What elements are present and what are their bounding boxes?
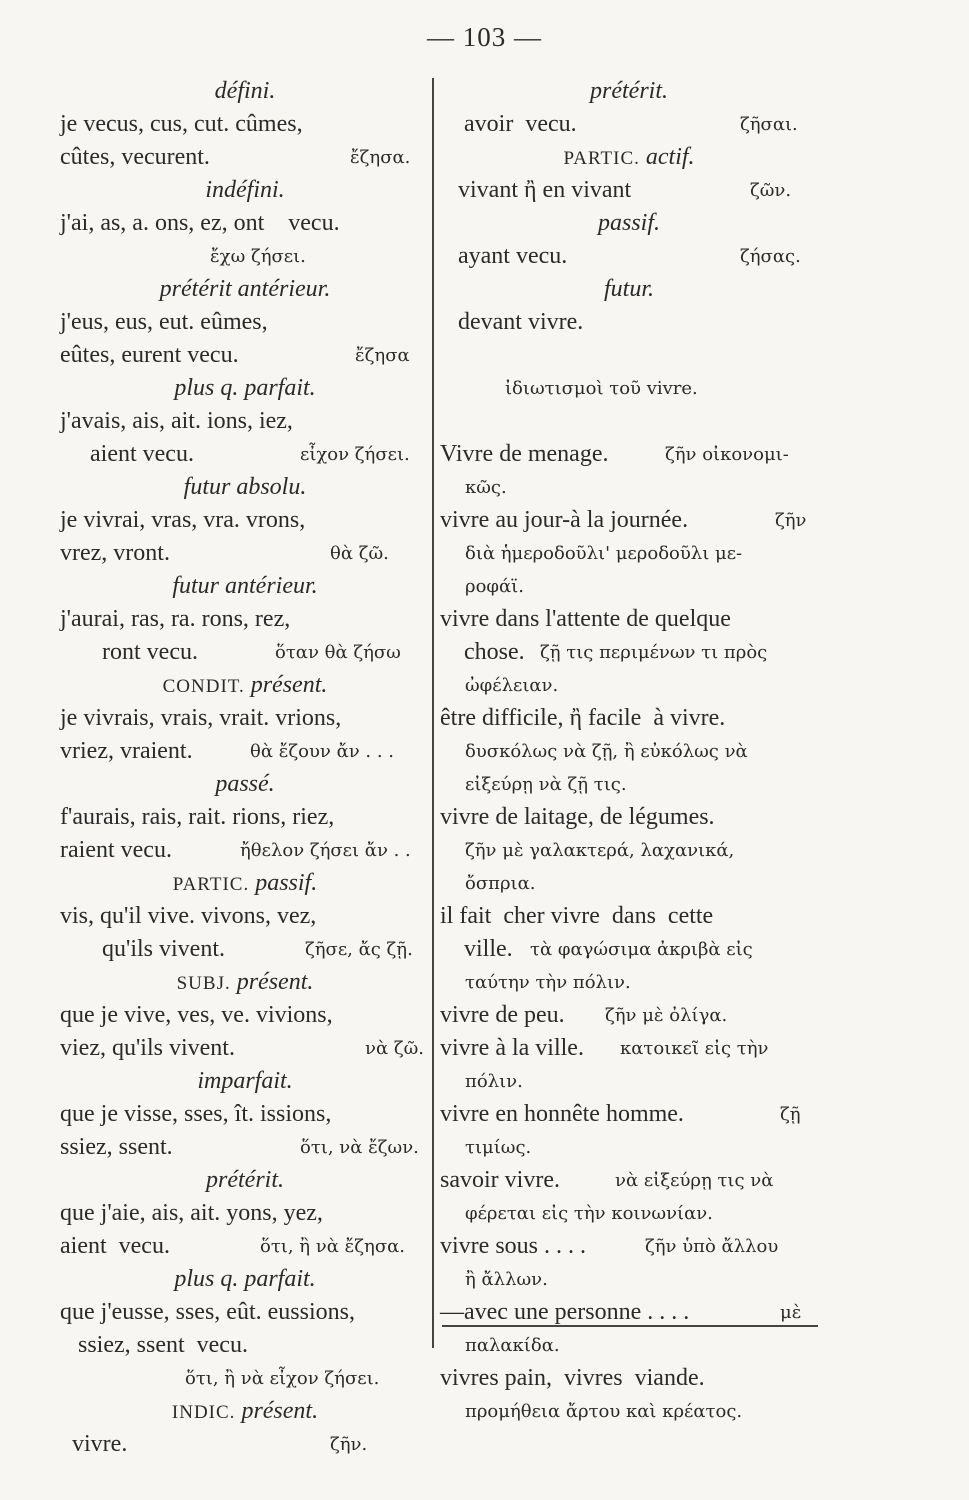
right-line: [440, 867, 818, 900]
french-text: vivre sous . . . .: [440, 1233, 586, 1259]
french-text: Vivre de menage.: [440, 441, 609, 467]
right-line: [440, 1065, 818, 1098]
right-line: [440, 669, 818, 702]
right-line: [440, 405, 818, 438]
left-line: [60, 1098, 430, 1131]
left-line: [60, 240, 430, 273]
left-line: [60, 471, 430, 504]
greek-text: ἤθελον ζήσει ἄν . .: [240, 840, 411, 861]
tense-heading: défini.: [214, 78, 276, 104]
mood-label: PARTIC.: [563, 148, 640, 169]
left-line: [60, 108, 430, 141]
left-line: [60, 900, 430, 933]
french-text: que j'aie, ais, ait. yons, yez,: [60, 1200, 323, 1226]
french-text: ayant vecu.: [440, 243, 568, 269]
right-line: [440, 75, 818, 108]
greek-text: κατοικεῖ εἰς τὴν: [620, 1038, 769, 1059]
right-line: [440, 108, 818, 141]
left-line: [60, 1131, 430, 1164]
left-line: [60, 504, 430, 537]
right-line: [440, 1098, 818, 1131]
right-line: [440, 372, 818, 405]
greek-text: δυσκόλως νὰ ζῇ, ἢ εὐκόλως νὰ: [465, 741, 748, 762]
french-text: devant vivre.: [440, 309, 584, 335]
mood-label: PARTIC.: [172, 874, 250, 895]
left-line: [60, 306, 430, 339]
greek-text: ὅταν θὰ ζήσω: [275, 642, 401, 663]
right-line: [440, 471, 818, 504]
greek-text: ζῶν.: [750, 180, 792, 201]
mood-heading: [440, 141, 818, 175]
greek-text: φέρεται εἰς τὴν κοινωνίαν.: [465, 1203, 713, 1224]
tense-heading: futur absolu.: [183, 474, 307, 500]
left-line: [60, 966, 430, 999]
french-text: aient vecu.: [60, 441, 194, 467]
right-column: [440, 75, 818, 1422]
right-line: [440, 1362, 818, 1395]
greek-text: μὲ: [780, 1302, 802, 1323]
greek-text: τὰ φαγώσιμα ἀκριβὰ εἰς: [530, 939, 753, 960]
left-line: [60, 1296, 430, 1329]
greek-text: ζῆσαι.: [740, 114, 798, 135]
right-line: [440, 801, 818, 834]
left-line: [60, 1362, 430, 1395]
tense-heading: prétérit.: [590, 78, 668, 104]
left-line: [60, 768, 430, 801]
left-line: [60, 834, 430, 867]
greek-text: ταύτην τὴν πόλιν.: [465, 972, 631, 993]
left-line: [60, 1428, 430, 1461]
french-text: il fait cher vivre dans cette: [440, 903, 714, 929]
left-line: [60, 999, 430, 1032]
right-line: [440, 603, 818, 636]
tense-label: actif.: [639, 144, 695, 170]
greek-text: νὰ εἰξεύρῃ τις νὰ: [615, 1170, 774, 1191]
tense-heading: prétérit.: [206, 1167, 284, 1193]
right-line: [440, 1032, 818, 1065]
greek-text: ζῆν.: [330, 1434, 368, 1455]
greek-text: ἢ ἄλλων.: [465, 1269, 548, 1290]
greek-text: θὰ ἔζουν ἄν . . .: [250, 741, 394, 762]
greek-text: ζῆν μὲ γαλακτερά, λαχανικά,: [465, 840, 735, 861]
left-line: [60, 141, 430, 174]
french-text: ssiez, ssent vecu.: [60, 1332, 248, 1358]
right-line: [440, 1230, 818, 1263]
page-number: — 103 —: [427, 22, 542, 52]
left-line: [60, 438, 430, 471]
right-line: [440, 537, 818, 570]
left-line: [60, 1065, 430, 1098]
tense-heading: futur antérieur.: [172, 573, 318, 599]
french-text: ssiez, ssent.: [60, 1134, 173, 1160]
right-line: [440, 1395, 818, 1428]
column-divider: [432, 78, 434, 1348]
bottom-rule: [442, 1325, 818, 1327]
left-line: [60, 867, 430, 900]
greek-text: ἔχω ζήσει.: [210, 246, 306, 267]
french-text: —avec une personne . . . .: [440, 1299, 690, 1325]
greek-text: ἰδιωτισμοὶ τοῦ vivre.: [505, 378, 698, 399]
right-line: [440, 339, 818, 372]
left-line: [60, 1263, 430, 1296]
right-line: [440, 735, 818, 768]
greek-text: θὰ ζῶ.: [330, 543, 389, 564]
french-text: j'aurai, ras, ra. rons, rez,: [60, 606, 291, 632]
french-text: vis, qu'il vive. vivons, vez,: [60, 903, 317, 929]
mood-heading: [60, 867, 430, 901]
french-text: vivre en honnête homme.: [440, 1101, 684, 1127]
right-line: [440, 240, 818, 273]
tense-label: présent.: [244, 672, 328, 698]
french-text: j'avais, ais, ait. ions, iez,: [60, 408, 293, 434]
left-line: [60, 1329, 430, 1362]
left-line: [60, 75, 430, 108]
left-column: [60, 75, 430, 1457]
greek-text: ζῆν: [775, 510, 807, 531]
mood-label: SUBJ.: [176, 973, 231, 994]
right-line: [440, 900, 818, 933]
greek-text: ζῆν ὑπὸ ἄλλου: [645, 1236, 779, 1257]
left-line: [60, 702, 430, 735]
greek-text: διὰ ἡμεροδοῦλι' μεροδοῦλι με-: [465, 543, 743, 564]
french-text: eûtes, eurent vecu.: [60, 342, 239, 368]
mood-heading: [60, 669, 430, 703]
left-line: [60, 537, 430, 570]
tense-heading: passif.: [597, 210, 660, 236]
french-text: vivres pain, vivres viande.: [440, 1365, 705, 1391]
tense-heading: indéfini.: [205, 177, 285, 203]
left-line: [60, 273, 430, 306]
french-text: vriez, vraient.: [60, 738, 193, 764]
french-text: que je visse, sses, ît. issions,: [60, 1101, 332, 1127]
greek-text: παλακίδα.: [465, 1335, 560, 1356]
french-text: que je vive, ves, ve. vivions,: [60, 1002, 333, 1028]
greek-text: τιμίως.: [465, 1137, 532, 1158]
greek-text: ζῆν οἰκονομι-: [665, 444, 789, 465]
left-line: [60, 735, 430, 768]
french-text: vivre.: [60, 1431, 128, 1457]
right-line: [440, 438, 818, 471]
greek-text: ροφάϊ.: [465, 576, 524, 597]
french-text: vivre à la ville.: [440, 1035, 584, 1061]
french-text: cûtes, vecurent.: [60, 144, 210, 170]
right-line: [440, 1131, 818, 1164]
left-line: [60, 339, 430, 372]
greek-text: ζῆσε, ἄς ζῇ.: [305, 939, 413, 960]
right-line: [440, 306, 818, 339]
right-line: [440, 999, 818, 1032]
left-line: [60, 1230, 430, 1263]
greek-text: εἰξεύρῃ νὰ ζῇ τις.: [465, 774, 627, 795]
french-text: je vivrai, vras, vra. vrons,: [60, 507, 306, 533]
left-line: [60, 207, 430, 240]
tense-label: présent.: [230, 969, 314, 995]
french-text: vivre au jour-à la journée.: [440, 507, 689, 533]
french-text: être difficile, ἢ facile à vivre.: [440, 705, 726, 731]
left-line: [60, 636, 430, 669]
greek-text: ὅτι, ἢ νὰ ἔζησα.: [260, 1236, 405, 1257]
french-text: je vecus, cus, cut. cûmes,: [60, 111, 303, 137]
mood-label: INDIC.: [171, 1402, 236, 1423]
left-line: [60, 1032, 430, 1065]
left-line: [60, 174, 430, 207]
mood-heading: [60, 1395, 430, 1429]
right-line: [440, 1197, 818, 1230]
french-text: vivre de laitage, de légumes.: [440, 804, 715, 830]
mood-heading: [60, 966, 430, 1000]
greek-text: ζῆν μὲ ὀλίγα.: [605, 1005, 728, 1026]
tense-heading: plus q. parfait.: [174, 375, 316, 401]
french-text: viez, qu'ils vivent.: [60, 1035, 235, 1061]
left-line: [60, 603, 430, 636]
right-line: [440, 702, 818, 735]
french-text: vivre dans l'attente de quelque: [440, 606, 731, 632]
french-text: avoir vecu.: [440, 111, 577, 137]
right-line: [440, 504, 818, 537]
right-line: [440, 1329, 818, 1362]
greek-text: ὅτι, ἢ νὰ εἶχον ζήσει.: [185, 1368, 380, 1389]
left-line: [60, 372, 430, 405]
tense-heading: prétérit antérieur.: [159, 276, 331, 302]
right-line: [440, 768, 818, 801]
french-text: vivant ἢ en vivant: [440, 177, 632, 203]
greek-text: ζήσας.: [740, 246, 801, 267]
right-line: [440, 570, 818, 603]
right-line: [440, 1263, 818, 1296]
right-line: [440, 636, 818, 669]
tense-heading: passé.: [215, 771, 275, 797]
right-line: [440, 174, 818, 207]
right-line: [440, 834, 818, 867]
tense-heading: plus q. parfait.: [174, 1266, 316, 1292]
left-line: [60, 1395, 430, 1428]
greek-text: ζῇ τις περιμένων τι πρὸς: [540, 642, 768, 663]
greek-text: ἔζησα.: [350, 147, 411, 168]
left-line: [60, 669, 430, 702]
french-text: j'ai, as, a. ons, ez, ont vecu.: [60, 210, 340, 236]
greek-text: κῶς.: [465, 477, 507, 498]
french-text: que j'eusse, sses, eût. eussions,: [60, 1299, 355, 1325]
french-text: vrez, vront.: [60, 540, 170, 566]
left-line: [60, 1164, 430, 1197]
french-text: raient vecu.: [60, 837, 172, 863]
left-line: [60, 801, 430, 834]
right-line: [440, 966, 818, 999]
greek-text: ἔζησα: [355, 345, 410, 366]
right-line: [440, 1164, 818, 1197]
right-line: [440, 933, 818, 966]
greek-text: πόλιν.: [465, 1071, 523, 1092]
greek-text: εἶχον ζήσει.: [300, 444, 410, 465]
greek-text: ὄσπρια.: [465, 873, 536, 894]
tense-label: présent.: [235, 1398, 319, 1424]
french-text: vivre de peu.: [440, 1002, 565, 1028]
greek-text: νὰ ζῶ.: [365, 1038, 424, 1059]
tense-heading: futur.: [603, 276, 654, 302]
mood-label: CONDIT.: [162, 676, 245, 697]
greek-text: ζῇ: [780, 1104, 801, 1125]
greek-text: ὠφέλειαν.: [465, 675, 559, 696]
left-line: [60, 570, 430, 603]
tense-heading: imparfait.: [197, 1068, 293, 1094]
greek-text: προμήθεια ἄρτου καὶ κρέατος.: [465, 1401, 743, 1422]
tense-label: passif.: [249, 870, 318, 896]
left-line: [60, 1197, 430, 1230]
left-line: [60, 405, 430, 438]
french-text: j'eus, eus, eut. eûmes,: [60, 309, 268, 335]
right-line: [440, 141, 818, 174]
french-text: ville.: [440, 936, 513, 962]
french-text: aient vecu.: [60, 1233, 170, 1259]
french-text: savoir vivre.: [440, 1167, 560, 1193]
french-text: qu'ils vivent.: [60, 936, 225, 962]
french-text: chose.: [440, 639, 525, 665]
french-text: ront vecu.: [60, 639, 198, 665]
left-line: [60, 933, 430, 966]
french-text: je vivrais, vrais, vrait. vrions,: [60, 705, 342, 731]
right-line: [440, 207, 818, 240]
french-text: f'aurais, rais, rait. rions, riez,: [60, 804, 335, 830]
greek-text: ὅτι, νὰ ἔζων.: [300, 1137, 419, 1158]
right-line: [440, 273, 818, 306]
